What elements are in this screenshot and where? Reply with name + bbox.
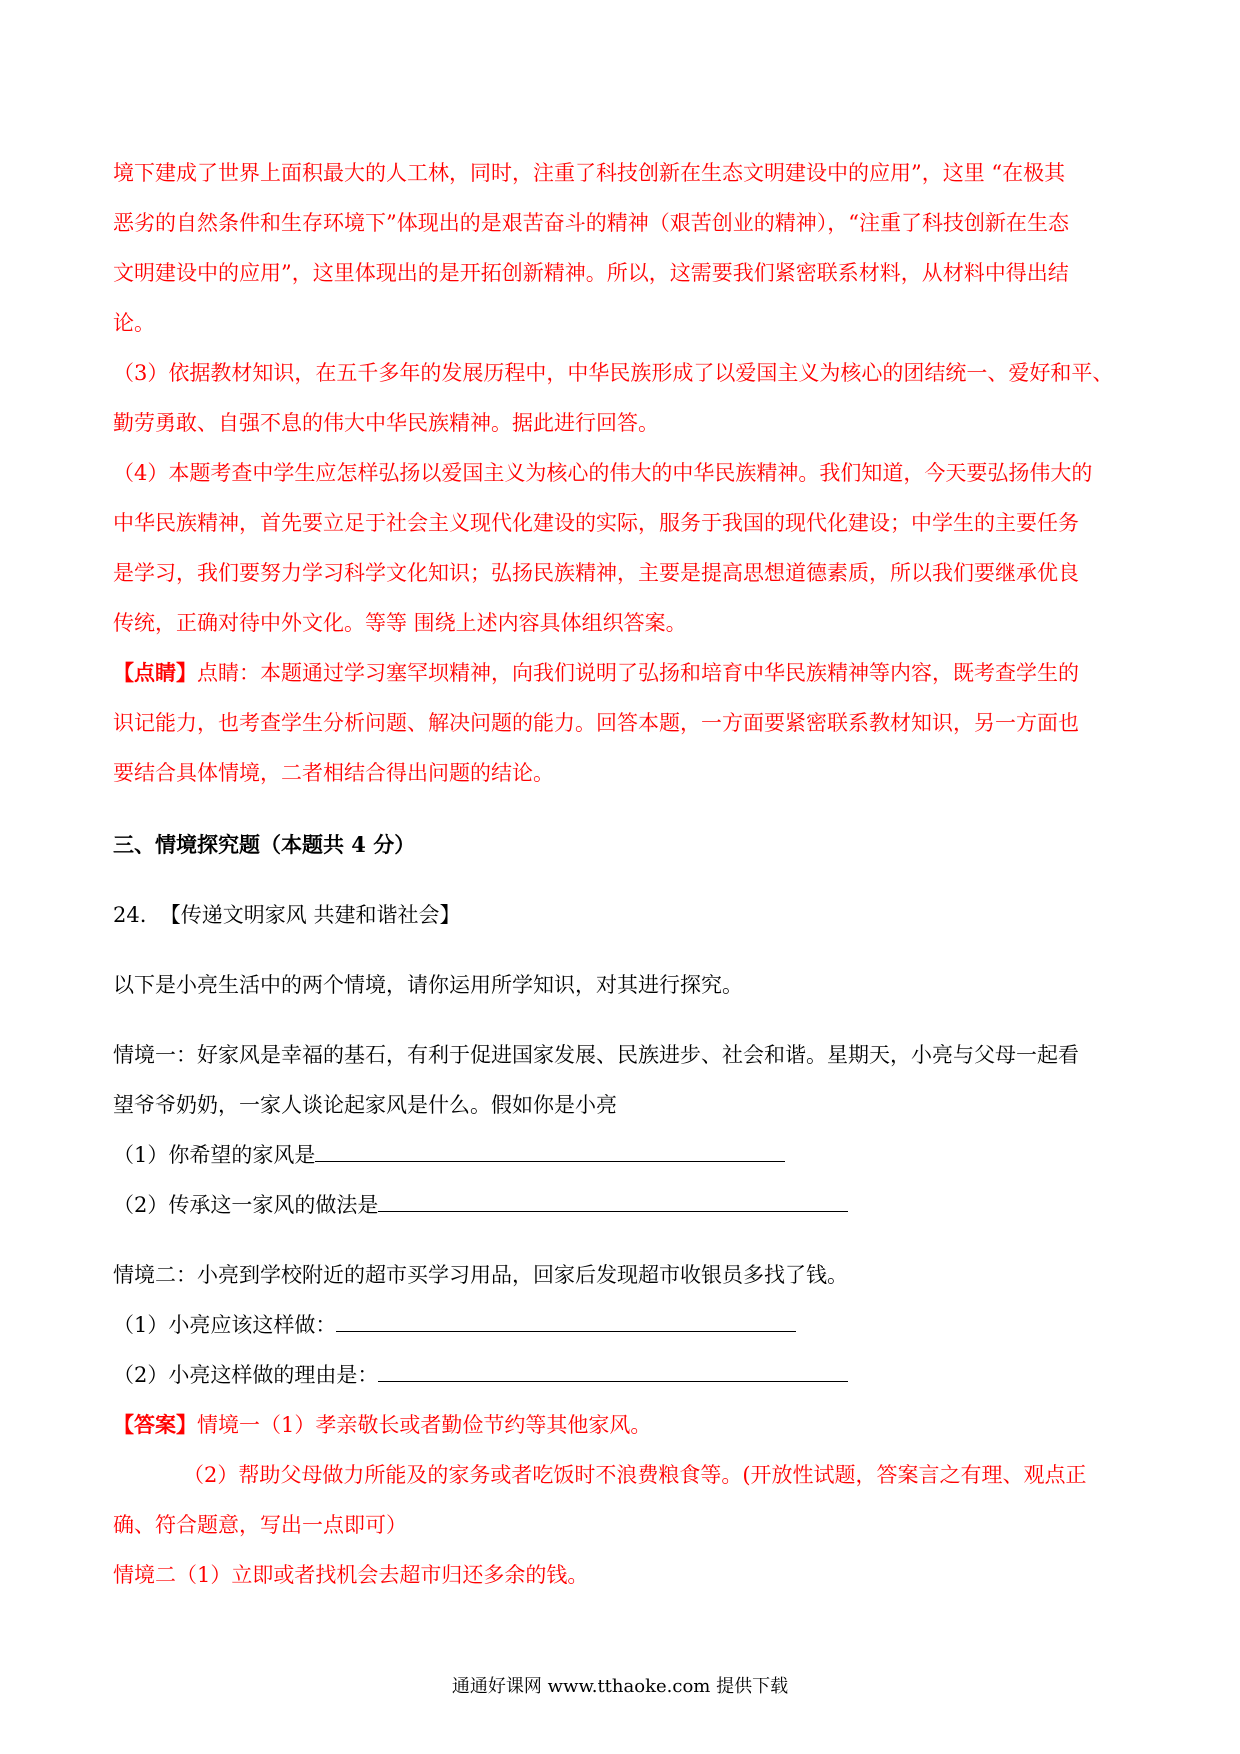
analysis-paragraph-2 <box>113 148 1133 348</box>
scenario-1 <box>113 1030 1133 1230</box>
text-line: （3）依据教材知识，在五千多年的发展历程中，中华民族形成了以爱国主义为核心的团结统一、爱好和平、 <box>113 361 1114 385</box>
question-intro: 以下是小亮生活中的两个情境，请你运用所学知识，对其进行探究。 <box>113 973 743 997</box>
answer-block <box>113 1400 1133 1600</box>
text-line: 境下建成了世界上面积最大的人工林，同时，注重了科技创新在生态文明建设中的应用”，这里 “在极其 <box>113 161 1066 185</box>
scenario-2-question-2: （2）小亮这样做的理由是： <box>113 1350 1133 1400</box>
dianjing-text: 点睛：本题通过学习塞罕坝精神，向我们说明了弘扬和培育中华民族精神等内容，既考查学生的 <box>197 661 1079 685</box>
scenario-1-question-1: （1）你希望的家风是 <box>113 1130 1133 1180</box>
page-footer: 通通好课网 www.tthaoke.com 提供下载 <box>451 1676 789 1697</box>
text-line: 望爷爷奶奶，一家人谈论起家风是什么。假如你是小亮 <box>113 1093 617 1117</box>
text-line: 确、符合题意，写出一点即可） <box>113 1513 407 1537</box>
answer-blank[interactable] <box>378 1189 848 1212</box>
analysis-paragraph-4 <box>113 448 1133 648</box>
document-page <box>113 148 1133 1600</box>
text-line: 恶劣的自然条件和生存环境下”体现出的是艰苦奋斗的精神（艰苦创业的精神），“注重了科技创新在生态 <box>113 211 1069 235</box>
answer-blank[interactable] <box>378 1359 848 1382</box>
text-line: 勤劳勇敢、自强不息的伟大中华民族精神。据此进行回答。 <box>113 411 659 435</box>
dianjing-paragraph <box>113 648 1133 798</box>
text-line: （4）本题考查中学生应怎样弘扬以爱国主义为核心的伟大的中华民族精神。我们知道，今天要弘扬伟大的 <box>113 461 1093 485</box>
text-line: 情境一：好家风是幸福的基石，有利于促进国家发展、民族进步、社会和谐。星期天，小亮与父母一起看 <box>113 1043 1079 1067</box>
scenario-2-question-1: （1）小亮应该这样做： <box>113 1300 1133 1350</box>
text-line: 要结合具体情境，二者相结合得出问题的结论。 <box>113 761 554 785</box>
text-line: 传统，正确对待中外文化。等等 围绕上述内容具体组织答案。 <box>113 611 687 635</box>
text-line: 情境二（1）立即或者找机会去超市归还多余的钱。 <box>113 1563 589 1587</box>
text-line: 是学习，我们要努力学习科学文化知识；弘扬民族精神，主要是提高思想道德素质，所以我们要继承优良 <box>113 561 1079 585</box>
answer-blank[interactable] <box>315 1139 785 1162</box>
scenario-1-question-2: （2）传承这一家风的做法是 <box>113 1180 1133 1230</box>
section-heading: 三、情境探究题（本题共 4 分） <box>113 832 416 857</box>
text-line: （2）帮助父母做力所能及的家务或者吃饭时不浪费粮食等。(开放性试题，答案言之有理、观点正 <box>183 1463 1087 1487</box>
scenario-2 <box>113 1250 1133 1400</box>
text-line <box>113 648 1133 698</box>
question-title-text: 【传递文明家风 共建和谐社会】 <box>159 903 461 927</box>
text-line: 论。 <box>113 311 155 335</box>
text-line: 识记能力，也考查学生分析问题、解决问题的能力。回答本题，一方面要紧密联系教材知识，另一方面也 <box>113 711 1079 735</box>
question-number: 24. <box>113 903 147 927</box>
text-line: 中华民族精神，首先要立足于社会主义现代化建设的实际，服务于我国的现代化建设；中学生的主要任务 <box>113 511 1079 535</box>
text-line: 文明建设中的应用”，这里体现出的是开拓创新精神。所以，这需要我们紧密联系材料，从材料中得出结 <box>113 261 1069 285</box>
analysis-paragraph-3 <box>113 348 1133 448</box>
dianjing-tag: 【点睛】 <box>113 660 197 685</box>
answer-blank[interactable] <box>336 1309 796 1332</box>
question-title <box>113 890 1133 940</box>
text-line: 【答案】情境一（1）孝亲敬长或者勤俭节约等其他家风。 <box>113 1412 652 1437</box>
text-line: 情境二：小亮到学校附近的超市买学习用品，回家后发现超市收银员多找了钱。 <box>113 1263 848 1287</box>
answer-tag: 【答案】 <box>113 1412 197 1437</box>
